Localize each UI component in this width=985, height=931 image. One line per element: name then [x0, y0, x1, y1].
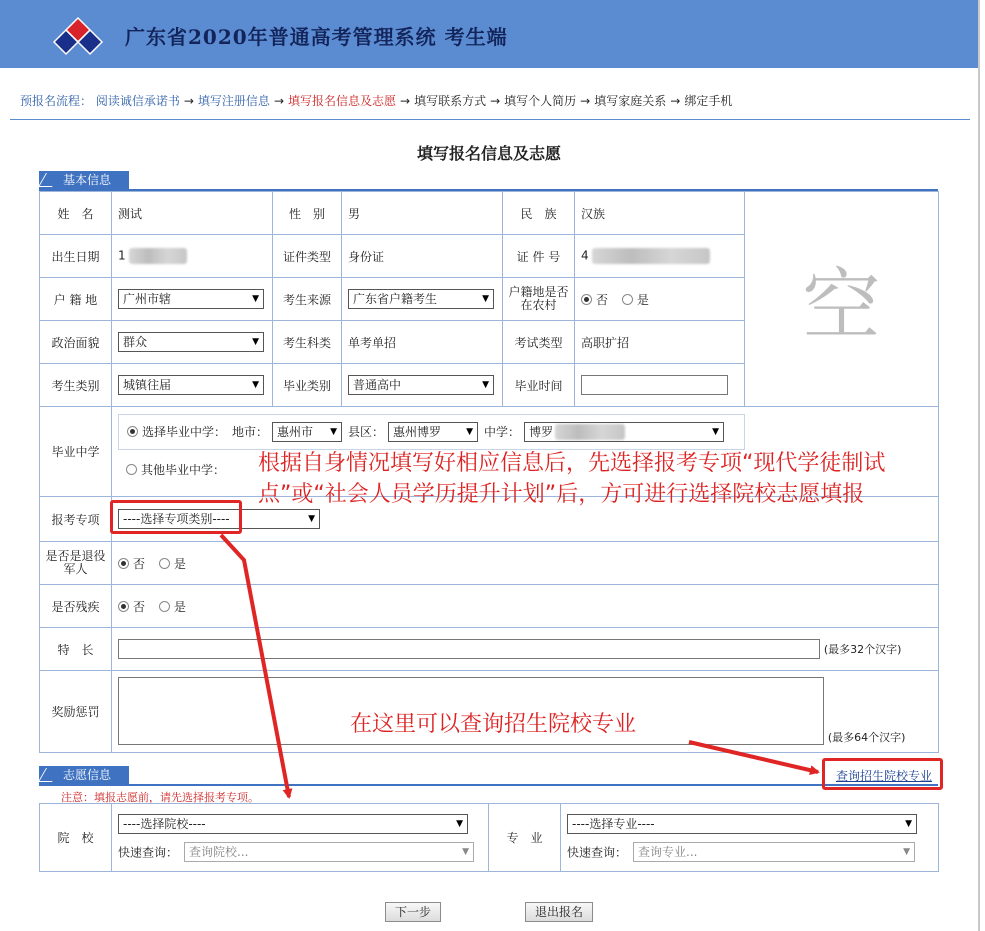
value-subject: 单考单招	[342, 321, 503, 364]
flow-arrow: →	[580, 94, 591, 108]
flow-arrow: →	[490, 94, 501, 108]
rural-no-radio[interactable]	[581, 294, 592, 305]
label-special: 报考专项	[40, 497, 112, 542]
middle-school-select[interactable]	[524, 422, 724, 442]
disabled-cell	[112, 585, 939, 628]
flow-step-contact: 填写联系方式	[414, 94, 487, 108]
source-value: 广东省户籍考生	[353, 292, 438, 306]
veteran-no-radio[interactable]	[118, 558, 129, 569]
veteran-no-label: 否	[133, 556, 146, 571]
dropdown-arrow-icon: ▼	[252, 294, 259, 304]
label-politics: 政治面貌	[40, 321, 112, 364]
talent-input[interactable]	[118, 639, 820, 659]
value-id-number: 4	[581, 248, 589, 263]
label-school: 毕业中学	[40, 407, 112, 497]
dropdown-arrow-icon: ▼	[252, 337, 259, 347]
flow-step-phone: 绑定手机	[684, 94, 733, 108]
label-birth: 出生日期	[40, 235, 112, 278]
flow-step-promise[interactable]: 阅读诚信承诺书	[95, 94, 180, 108]
label-disabled: 是否残疾	[40, 585, 112, 628]
politics-select[interactable]	[118, 332, 264, 352]
source-select[interactable]	[348, 289, 494, 309]
photo-placeholder: 空	[802, 261, 881, 351]
system-title: 广东省2020年普通高考管理系统 考生端	[125, 25, 508, 49]
redacted-school	[555, 424, 625, 440]
value-ethnic: 汉族	[575, 192, 745, 235]
special-value: ----选择专项类别----	[123, 512, 230, 526]
rural-yes-radio[interactable]	[622, 294, 633, 305]
redacted-id-number	[592, 248, 710, 264]
select-school-radio[interactable]	[127, 426, 138, 437]
major-quick-label: 快速查询：	[567, 845, 628, 859]
dropdown-arrow-icon: ▼	[905, 818, 912, 829]
flow-step-family: 填写家庭关系	[594, 94, 667, 108]
header-bar	[0, 0, 978, 68]
query-college-major-link[interactable]: 查询招生院校专业	[836, 769, 933, 783]
value-id-cell	[575, 235, 745, 278]
value-exam-type: 高职扩招	[575, 321, 745, 364]
section-tab-label: 基本信息	[63, 173, 112, 187]
label-hukou: 户 籍 地	[40, 278, 112, 321]
annotation-note-special: 根据自身情况填写好相应信息后，先选择报考专项“现代学徒制试点”或“社会人员学历提升计划”后，方可进行选择院校志愿填报	[258, 451, 886, 507]
disabled-yes-label: 是	[173, 599, 186, 614]
college-select-value: ----选择院校----	[123, 816, 206, 831]
label-name: 姓 名	[40, 192, 112, 235]
label-college: 院 校	[40, 804, 112, 872]
flow-label: 预报名流程：	[20, 94, 93, 108]
diamond-logo-icon	[52, 16, 104, 56]
value-gender: 男	[342, 192, 503, 235]
middle-school-label: 中学：	[484, 425, 521, 439]
college-quick-label: 快速查询：	[118, 845, 179, 859]
county-label: 县区：	[348, 425, 385, 439]
grad-type-value: 普通高中	[353, 378, 402, 392]
middle-school-value: 博罗	[529, 424, 554, 439]
other-school-label: 其他毕业中学：	[141, 463, 226, 477]
dropdown-arrow-icon: ▼	[903, 846, 911, 857]
label-major: 专 业	[489, 804, 561, 872]
major-select[interactable]	[567, 814, 917, 834]
select-school-label: 选择毕业中学：	[142, 425, 227, 439]
label-exam-type: 考试类型	[503, 321, 575, 364]
grad-type-cell	[342, 364, 503, 407]
college-cell	[112, 804, 489, 872]
dropdown-arrow-icon: ▼	[482, 294, 489, 304]
politics-cell	[112, 321, 273, 364]
talent-hint: (最多32个汉字)	[823, 643, 902, 656]
category-select[interactable]	[118, 375, 264, 395]
rural-cell	[575, 278, 745, 321]
label-award: 奖励惩罚	[40, 671, 112, 753]
veteran-yes-label: 是	[173, 556, 186, 571]
county-select[interactable]	[388, 422, 478, 442]
city-value: 惠州市	[277, 424, 314, 439]
photo-cell	[745, 192, 939, 407]
label-category: 考生类别	[40, 364, 112, 407]
value-birth: 1	[118, 248, 126, 263]
flow-arrow: →	[670, 94, 681, 108]
category-value: 城镇往届	[123, 378, 172, 392]
disabled-yes-radio[interactable]	[159, 601, 170, 612]
section-tab-label: 志愿信息	[63, 768, 112, 782]
label-grad-time: 毕业时间	[503, 364, 575, 407]
section-tab-basic	[39, 171, 129, 190]
dropdown-arrow-icon: ▼	[482, 380, 489, 390]
flow-step-current: 填写报名信息及志愿	[288, 94, 397, 108]
grad-type-select[interactable]	[348, 375, 494, 395]
label-veteran: 是否是退役军人	[40, 542, 112, 585]
grad-time-cell	[575, 364, 745, 407]
grad-time-input[interactable]	[581, 375, 728, 395]
registration-flow	[20, 92, 732, 109]
value-id-type: 身份证	[342, 235, 503, 278]
flow-arrow: →	[400, 94, 411, 108]
flow-arrow: →	[273, 94, 284, 108]
value-birth-cell	[112, 235, 273, 278]
other-school-radio[interactable]	[126, 464, 137, 475]
dropdown-arrow-icon: ▼	[456, 818, 463, 829]
flow-step-resume: 填写个人简历	[504, 94, 577, 108]
politics-value: 群众	[123, 335, 148, 349]
highlight-special-select	[110, 500, 242, 534]
label-source: 考生来源	[273, 278, 342, 321]
hukou-select[interactable]	[118, 289, 264, 309]
disabled-no-radio[interactable]	[118, 601, 129, 612]
rural-no-label: 否	[596, 292, 609, 307]
talent-cell	[112, 628, 939, 671]
city-select[interactable]	[272, 422, 342, 442]
college-quick-placeholder: 查询院校...	[189, 844, 249, 859]
hukou-cell	[112, 278, 273, 321]
label-id-number: 证 件 号	[503, 235, 575, 278]
school-select-row	[118, 414, 745, 450]
page-title: 填写报名信息及志愿	[416, 144, 561, 163]
college-select[interactable]	[118, 814, 468, 834]
category-cell	[112, 364, 273, 407]
major-select-value: ----选择专业----	[572, 816, 655, 831]
rural-yes-label: 是	[636, 292, 649, 307]
redacted-birth	[129, 248, 187, 264]
major-quick-search[interactable]	[633, 842, 915, 862]
label-rural: 户籍地是否在农村	[503, 278, 575, 321]
disabled-no-label: 否	[133, 599, 146, 614]
page-right-border	[978, 0, 980, 931]
flow-divider	[10, 119, 970, 120]
flow-arrow: →	[183, 94, 194, 108]
label-id-type: 证件类型	[273, 235, 342, 278]
label-ethnic: 民 族	[503, 192, 575, 235]
label-subject: 考生科类	[273, 321, 342, 364]
quit-button[interactable]: 退出报名	[525, 902, 593, 922]
dropdown-arrow-icon: ▼	[712, 426, 720, 437]
highlight-query-link	[822, 758, 943, 790]
college-quick-search[interactable]	[184, 842, 474, 862]
dropdown-arrow-icon: ▼	[462, 846, 470, 857]
city-label: 地市：	[232, 425, 269, 439]
dropdown-arrow-icon: ▼	[252, 380, 259, 390]
section-tab-wish	[39, 766, 129, 785]
county-value: 惠州博罗	[393, 424, 442, 439]
veteran-yes-radio[interactable]	[159, 558, 170, 569]
award-hint: (最多64个汉字)	[827, 731, 906, 744]
label-grad-type: 毕业类别	[273, 364, 342, 407]
hukou-value: 广州市辖	[123, 292, 172, 306]
dropdown-arrow-icon: ▼	[466, 426, 474, 437]
flow-step-register[interactable]: 填写注册信息	[197, 94, 270, 108]
value-name: 测试	[112, 192, 273, 235]
annotation-note-query: 在这里可以查询招生院校专业	[350, 712, 637, 737]
section-line-wish	[39, 784, 938, 786]
next-button[interactable]: 下一步	[385, 902, 441, 922]
wish-warning: 注意：填报志愿前，请先选择报考专项。	[61, 791, 259, 804]
dropdown-arrow-icon: ▼	[330, 426, 338, 437]
major-quick-placeholder: 查询专业...	[638, 844, 698, 859]
major-cell	[561, 804, 939, 872]
wish-table	[39, 803, 939, 872]
veteran-cell	[112, 542, 939, 585]
label-talent: 特 长	[40, 628, 112, 671]
label-gender: 性 别	[273, 192, 342, 235]
dropdown-arrow-icon: ▼	[308, 514, 315, 524]
source-cell	[342, 278, 503, 321]
